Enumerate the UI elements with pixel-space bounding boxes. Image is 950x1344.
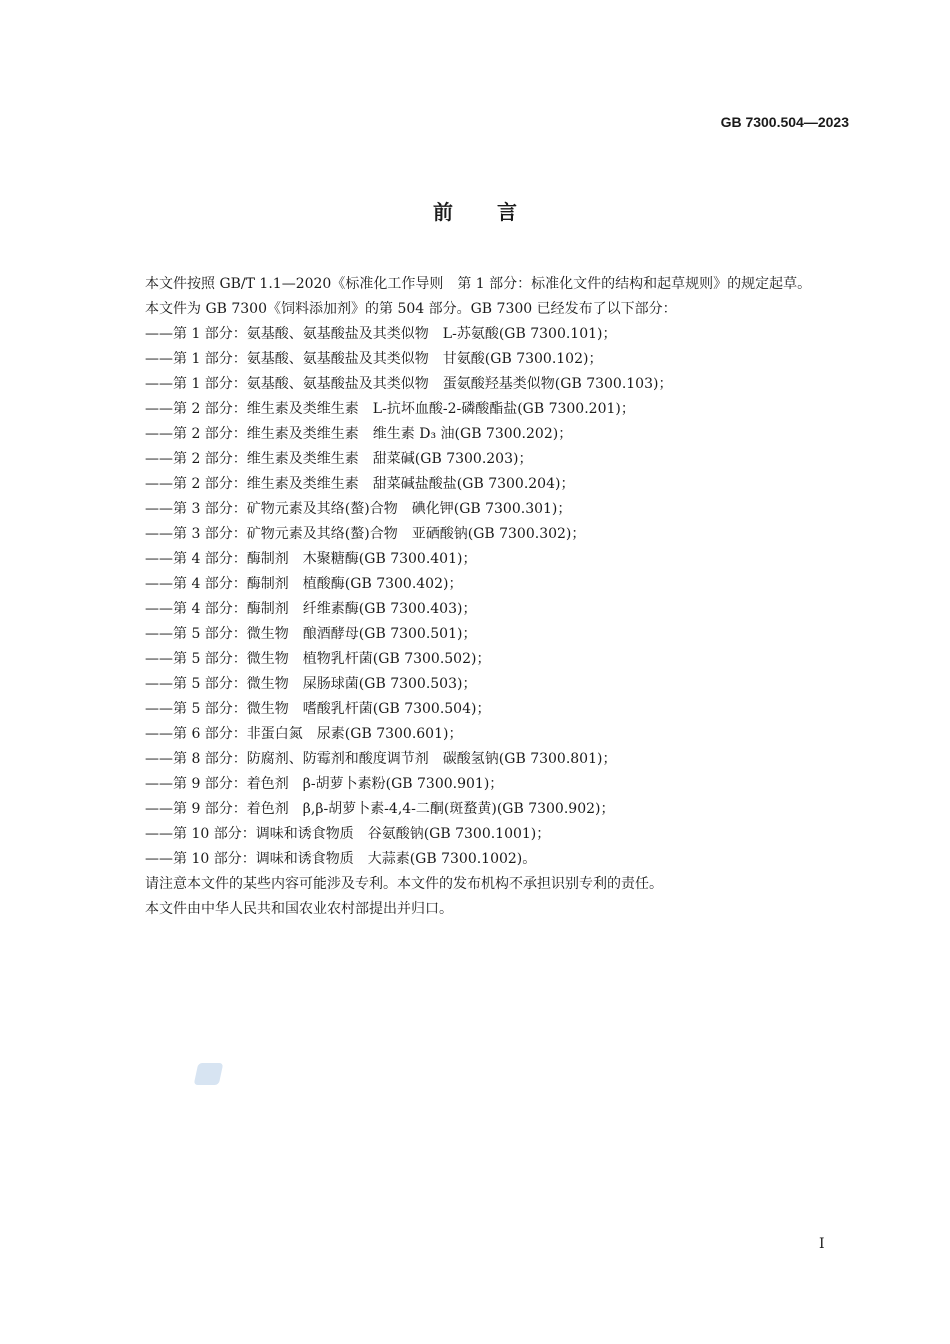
parts-list-item: ——第 6 部分：非蛋白氮 尿素(GB 7300.601)； <box>145 726 463 742</box>
parts-list-item: ——第 3 部分：矿物元素及其络(螯)合物 碘化钾(GB 7300.301)； <box>145 501 572 517</box>
document-code-header: GB 7300.504—2023 <box>720 114 849 130</box>
parts-list-item: ——第 2 部分：维生素及类维生素 维生素 D₃ 油(GB 7300.202)； <box>145 426 573 442</box>
parts-list-item: ——第 1 部分：氨基酸、氨基酸盐及其类似物 L-苏氨酸(GB 7300.101)； <box>145 326 617 342</box>
parts-list-item: ——第 2 部分：维生素及类维生素 L-抗坏血酸-2-磷酸酯盐(GB 7300.201)； <box>145 401 635 417</box>
page-title: 前言 <box>433 200 561 224</box>
parts-list-item: ——第 2 部分：维生素及类维生素 甜菜碱盐酸盐(GB 7300.204)； <box>145 476 575 492</box>
sac-watermark-logo <box>194 1063 224 1085</box>
parts-list-item: ——第 9 部分：着色剂 β-胡萝卜素粉(GB 7300.901)； <box>145 776 504 792</box>
parts-list-item: ——第 5 部分：微生物 酿酒酵母(GB 7300.501)； <box>145 626 477 642</box>
parts-list-item: ——第 5 部分：微生物 屎肠球菌(GB 7300.503)； <box>145 676 477 692</box>
paragraph-parts-intro: 本文件为 GB 7300《饲料添加剂》的第 504 部分。GB 7300 已经发布了以下部分： <box>145 301 677 317</box>
parts-list-item: ——第 1 部分：氨基酸、氨基酸盐及其类似物 甘氨酸(GB 7300.102)； <box>145 351 603 367</box>
parts-list-item: ——第 8 部分：防腐剂、防霉剂和酸度调节剂 碳酸氢钠(GB 7300.801)； <box>145 751 617 767</box>
parts-list-item: ——第 4 部分：酶制剂 木聚糖酶(GB 7300.401)； <box>145 551 477 567</box>
parts-list-item: ——第 4 部分：酶制剂 纤维素酶(GB 7300.403)； <box>145 601 477 617</box>
parts-list-item: ——第 5 部分：微生物 植物乳杆菌(GB 7300.502)； <box>145 651 491 667</box>
parts-list-item: ——第 4 部分：酶制剂 植酸酶(GB 7300.402)； <box>145 576 463 592</box>
parts-list <box>115 322 855 872</box>
paragraph-proposer: 本文件由中华人民共和国农业农村部提出并归口。 <box>145 901 453 917</box>
paragraph-drafting-rules: 本文件按照 GB/T 1.1—2020《标准化工作导则 第 1 部分：标准化文件的结构和起草规则》的规定起草。 <box>145 276 812 292</box>
page-number: I <box>819 1236 825 1252</box>
parts-list-item: ——第 3 部分：矿物元素及其络(螯)合物 亚硒酸钠(GB 7300.302)； <box>145 526 586 542</box>
parts-list-item: ——第 10 部分：调味和诱食物质 大蒜素(GB 7300.1002)。 <box>145 851 537 867</box>
parts-list-item: ——第 2 部分：维生素及类维生素 甜菜碱(GB 7300.203)； <box>145 451 533 467</box>
document-body <box>115 272 855 922</box>
parts-list-item: ——第 10 部分：调味和诱食物质 谷氨酸钠(GB 7300.1001)； <box>145 826 551 842</box>
paragraph-patent-notice: 请注意本文件的某些内容可能涉及专利。本文件的发布机构不承担识别专利的责任。 <box>145 876 663 892</box>
parts-list-item: ——第 1 部分：氨基酸、氨基酸盐及其类似物 蛋氨酸羟基类似物(GB 7300.103)； <box>145 376 673 392</box>
parts-list-item: ——第 5 部分：微生物 嗜酸乳杆菌(GB 7300.504)； <box>145 701 491 717</box>
parts-list-item: ——第 9 部分：着色剂 β,β-胡萝卜素-4,4-二酮(斑蝥黄)(GB 7300.902)； <box>145 801 615 817</box>
